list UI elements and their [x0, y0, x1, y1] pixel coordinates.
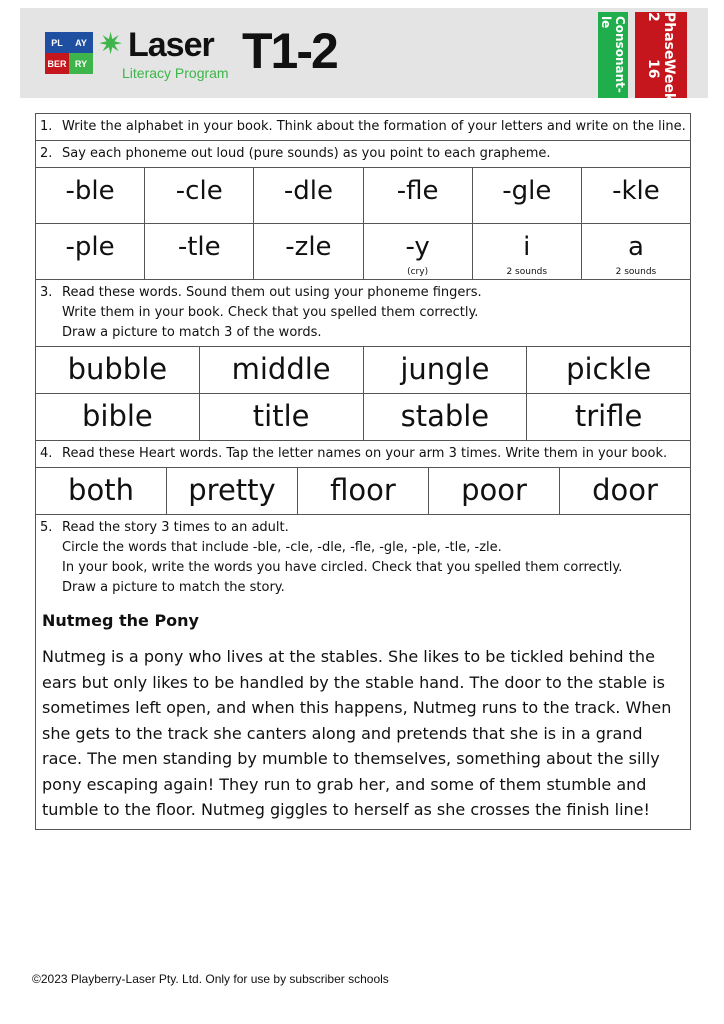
story-title: Nutmeg the Pony — [42, 611, 199, 630]
heart-word-cell: door — [592, 473, 658, 507]
word-cell: stable — [364, 394, 528, 440]
grapheme: -fle — [396, 176, 439, 206]
task-number: 5. — [40, 520, 53, 535]
task-text: Read the story 3 times to an adult. — [62, 520, 289, 535]
story-text: Nutmeg is a pony who lives at the stables. She likes to be tickled behind the ears but only likes to be handled by the stable hand. The door to the stable is sometimes left open, and when this happens, Nutmeg runs to the track. When she gets to the track she canters along and pretends that she is in a grand race. The men standing by mumble to themselves, something about the silly pony escaping again! They run to grab her, and some of them stumble and tumble to the floor. Nutmeg giggles to herself as she crosses the finish line! — [42, 647, 672, 819]
heart-word-cell: poor — [429, 468, 560, 514]
logo-tile: PL — [45, 32, 69, 53]
grapheme: -kle — [612, 176, 660, 206]
word-row — [36, 347, 690, 394]
topic-label: Consonant-le — [599, 16, 627, 93]
playberry-logo — [45, 32, 93, 74]
task-4 — [36, 441, 690, 468]
grapheme-row — [36, 224, 690, 280]
week-label: Week 16 — [645, 59, 677, 103]
grapheme: -zle — [285, 232, 332, 262]
task-2 — [36, 141, 690, 168]
heart-word-cell: floor — [298, 468, 429, 514]
task-text: Draw a picture to match 3 of the words. — [62, 325, 322, 340]
header-banner — [20, 8, 708, 103]
word-cell: title — [200, 394, 364, 440]
grapheme-cell — [36, 168, 145, 223]
grapheme-cell — [582, 168, 690, 223]
word-row — [36, 394, 690, 441]
grapheme-cell — [582, 224, 690, 279]
brand-name: Laser — [128, 26, 214, 64]
word-cell: middle — [200, 347, 364, 393]
heart-word-cell: both — [36, 468, 167, 514]
task-text: Write the alphabet in your book. Think about the formation of your letters and write on the line. — [62, 119, 686, 134]
task-number: 4. — [40, 446, 53, 461]
grapheme-cell — [364, 168, 473, 223]
task-text: Draw a picture to match the story. — [62, 580, 285, 595]
heart-word-cell: pretty — [167, 468, 298, 514]
topic-tag — [598, 12, 628, 98]
grapheme: i — [523, 232, 531, 262]
story — [36, 601, 690, 829]
word-cell: trifle — [574, 399, 643, 433]
grapheme-cell — [36, 224, 145, 279]
worksheet — [35, 113, 691, 830]
grapheme-cell — [254, 224, 363, 279]
task-text: Read these Heart words. Tap the letter names on your arm 3 times. Write them in your book. — [62, 446, 668, 461]
grapheme: a — [627, 232, 644, 262]
grapheme-cell — [145, 168, 254, 223]
grapheme: -y — [405, 232, 430, 262]
copyright-footer: ©2023 Playberry-Laser Pty. Ltd. Only for use by subscriber schools — [32, 972, 389, 986]
logo-tile: BER — [45, 53, 69, 74]
grapheme-cell — [473, 224, 582, 279]
word-cell: pickle — [566, 352, 652, 386]
grapheme: -tle — [177, 232, 221, 262]
task-5 — [36, 515, 690, 601]
task-text: Write them in your book. Check that you spelled them correctly. — [62, 305, 479, 320]
word-cell: bubble — [36, 347, 200, 393]
grapheme: -gle — [502, 176, 552, 206]
task-3 — [36, 280, 690, 347]
task-text: Say each phoneme out loud (pure sounds) as you point to each grapheme. — [62, 146, 551, 161]
task-text: In your book, write the words you have circled. Check that you spelled them correctly. — [62, 560, 623, 575]
laser-star-icon: ✷ — [98, 27, 124, 62]
grapheme: -dle — [283, 176, 333, 206]
task-text: Read these words. Sound them out using your phoneme fingers. — [62, 285, 482, 300]
grapheme-note: 2 sounds — [506, 267, 548, 277]
task-number: 3. — [40, 285, 53, 300]
task-number: 2. — [40, 146, 53, 161]
task-text: Circle the words that include -ble, -cle, -dle, -fle, -gle, -ple, -tle, -zle. — [62, 540, 502, 555]
grapheme-cell — [254, 168, 363, 223]
phase-week-tag — [635, 11, 687, 103]
heart-word-row — [36, 468, 690, 515]
word-cell: jungle — [364, 347, 528, 393]
grapheme: -ple — [65, 232, 115, 262]
logo-tile: AY — [69, 32, 93, 53]
grapheme-row — [36, 168, 690, 224]
grapheme-cell — [145, 224, 254, 279]
grapheme: -cle — [175, 176, 223, 206]
task-number: 1. — [40, 119, 53, 134]
word-cell: bible — [36, 394, 200, 440]
grapheme: -ble — [65, 176, 115, 206]
grapheme-note: (cry) — [407, 267, 429, 277]
grapheme-cell — [364, 224, 473, 279]
grapheme-note: 2 sounds — [615, 267, 657, 277]
brand-subtitle: Literacy Program — [122, 65, 229, 81]
logo-tile: RY — [69, 53, 93, 74]
phase-label: Phase 2 — [645, 11, 677, 60]
level-label: T1-2 — [242, 23, 337, 79]
grapheme-cell — [473, 168, 582, 223]
task-1 — [36, 114, 690, 141]
